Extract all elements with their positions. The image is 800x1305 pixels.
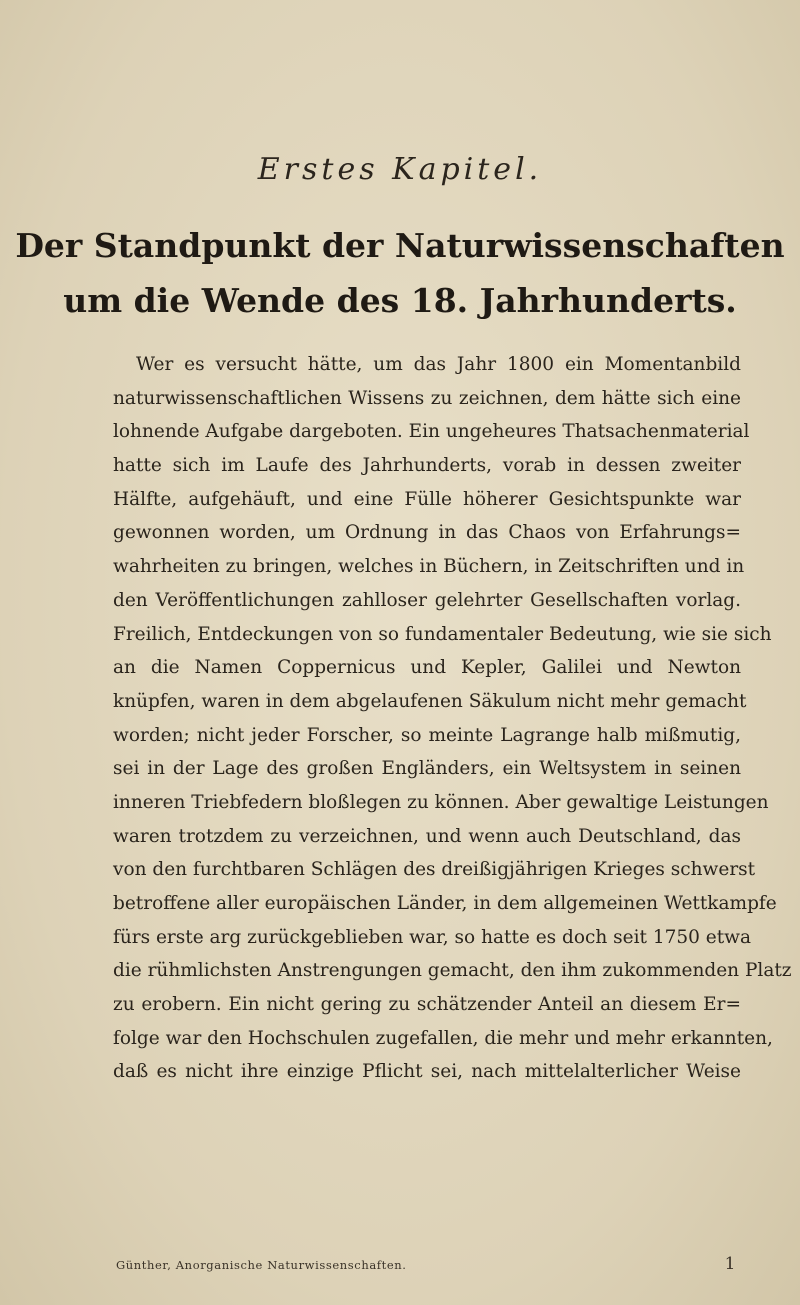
text-line: den Veröffentlichungen zahlloser gelehrter Gesellschaften vorlag. bbox=[113, 589, 741, 611]
text-line: daß es nicht ihre einzige Pflicht sei, nach mittelalterlicher Weise bbox=[113, 1061, 741, 1083]
text-line: folge war den Hochschulen zugefallen, die mehr und mehr erkannten, bbox=[113, 1027, 773, 1049]
text-line: naturwissenschaftlichen Wissens zu zeichnen, dem hätte sich eine bbox=[113, 387, 741, 409]
text-line: Hälfte, aufgehäuft, und eine Fülle höherer Gesichtspunkte war bbox=[113, 488, 741, 510]
body-text bbox=[113, 348, 792, 1089]
text-line: Freilich, Entdeckungen von so fundamentaler Bedeutung, wie sie sich bbox=[113, 623, 772, 645]
chapter-heading: Erstes Kapitel. bbox=[257, 152, 543, 187]
chapter-title-line-2: um die Wende des 18. Jahrhunderts. bbox=[63, 281, 737, 320]
footer-signature: Günther, Anorganische Naturwissenschaften. bbox=[116, 1258, 407, 1272]
text-line: gewonnen worden, um Ordnung in das Chaos von Erfahrungs= bbox=[113, 522, 741, 544]
text-line: worden; nicht jeder Forscher, so meinte Lagrange halb mißmutig, bbox=[113, 724, 741, 746]
text-line: knüpfen, waren in dem abgelaufenen Säkulum nicht mehr gemacht bbox=[113, 690, 747, 712]
text-line: Wer es versucht hätte, um das Jahr 1800 ein Momentanbild bbox=[136, 354, 741, 375]
text-line: betroffene aller europäischen Länder, in dem allgemeinen Wettkampfe bbox=[113, 893, 777, 914]
text-line: sei in der Lage des großen Engländers, ein Weltsystem in seinen bbox=[113, 758, 741, 780]
text-line: waren trotzdem zu verzeichnen, und wenn auch Deutschland, das bbox=[113, 825, 741, 847]
chapter-title-line-1: Der Standpunkt der Naturwissenschaften bbox=[15, 226, 785, 265]
text-line: von den furchtbaren Schlägen des dreißigjährigen Krieges schwerst bbox=[113, 859, 756, 881]
page-number: 1 bbox=[724, 1254, 736, 1274]
text-line: an die Namen Coppernicus und Kepler, Galilei und Newton bbox=[113, 657, 741, 679]
page-footer bbox=[116, 1254, 746, 1274]
text-line: wahrheiten zu bringen, welches in Büchern, in Zeitschriften und in bbox=[113, 556, 745, 578]
text-line: die rühmlichsten Anstrengungen gemacht, den ihm zukommenden Platz bbox=[113, 960, 792, 982]
text-line: zu erobern. Ein nicht gering zu schätzender Anteil an diesem Er= bbox=[113, 994, 741, 1016]
text-line: inneren Triebfedern bloßlegen zu können. Aber gewaltige Leistungen bbox=[113, 791, 769, 813]
text-line: hatte sich im Laufe des Jahrhunderts, vorab in dessen zweiter bbox=[113, 455, 741, 477]
text-line: fürs erste arg zurückgeblieben war, so hatte es doch seit 1750 etwa bbox=[113, 926, 752, 948]
text-line: lohnende Aufgabe dargeboten. Ein ungeheures Thatsachenmaterial bbox=[113, 421, 750, 443]
